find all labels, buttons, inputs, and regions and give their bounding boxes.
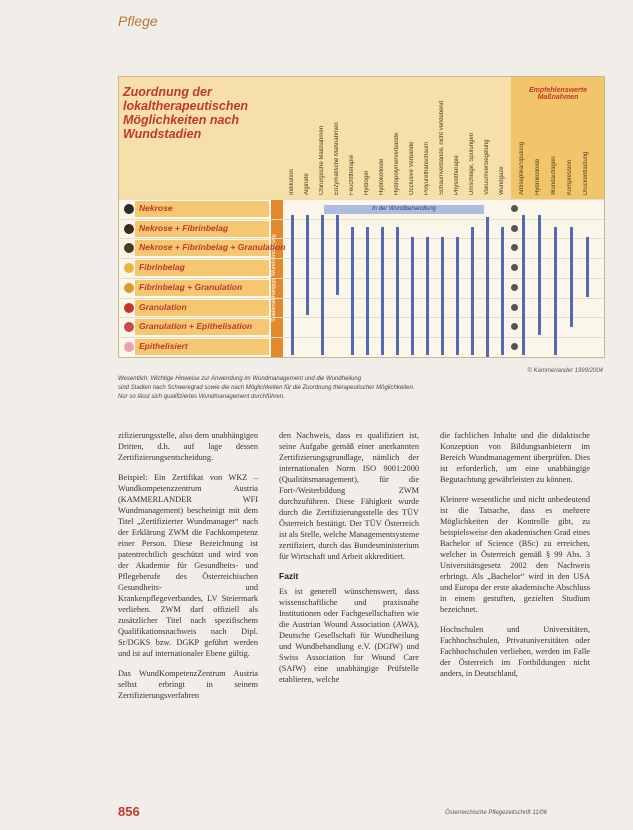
wound-stage-table — [118, 76, 605, 358]
recommended-dot — [511, 244, 518, 251]
stage-row — [119, 199, 604, 218]
recommended-dot — [511, 225, 518, 232]
stage-row — [119, 219, 604, 238]
text-column-1 — [118, 430, 258, 710]
page-number: 856 — [118, 804, 140, 819]
stage-label: Nekrose — [139, 203, 173, 213]
coverage-bar — [456, 237, 459, 355]
recommended-dot — [511, 304, 518, 311]
coverage-bar — [366, 227, 369, 355]
coverage-bar — [554, 227, 557, 355]
stage-color-dot — [124, 204, 134, 214]
stage-row — [119, 298, 604, 317]
caption-line-2: sind Stadien nach Schweregrad sowie die nach Möglichkeiten für die Zuordnung therapeutischer Möglichkeiten. — [118, 385, 415, 391]
column-header: Physiotherapie — [454, 155, 460, 195]
stage-color-dot — [124, 322, 134, 332]
coverage-bar — [586, 237, 589, 297]
coverage-bar — [381, 227, 384, 355]
coverage-bar — [426, 237, 429, 355]
coverage-bar — [471, 227, 474, 355]
coverage-bar — [570, 227, 573, 327]
coverage-bar — [538, 215, 541, 335]
column-header: Chirurgische Maßnahmen — [319, 125, 325, 195]
stage-color-dot — [124, 243, 134, 253]
paragraph: Es ist generell wünschenswert, dass wissenschaftliche und praxisnahe Institutionen oder Fachgesellschaften wie die Austrian Wound Association (AWA), Deutsche Gesellschaft für Wundheilung und Wundbehandlung e.V. (DGfW) und Swiss Association for Wound Care (SAfW) eine unabhängige Prüfstelle etablieren, welche — [279, 587, 419, 684]
paragraph: den Nachweis, dass es qualifiziert ist, seine Aufgabe gemäß einer anerkannten Zertifizierungsgrundlage, nämlich der internationalen Norm ISO 9001:2000 (Qualitätsmanagement), für die Fort-/Weiterbildung ZWM durchzuführen. Diese Fähigkeit wurde durch die Zertifizierungsstelle des TÜV Österreich bestätigt. Der TÜV Österreich ist als Stelle, welche Managementsysteme zertifiziert, durch das Bundesministerium für Wirtschaft und Arbeit akkreditiert. — [279, 431, 419, 561]
coverage-bar — [486, 217, 489, 357]
column-header: Umschläge, Spülungen — [469, 132, 475, 195]
column-header: Indikation — [289, 169, 295, 195]
stage-color-dot — [124, 342, 134, 352]
coverage-bar — [351, 227, 354, 355]
recommended-column-header: Druckentlastung — [583, 151, 589, 195]
column-header: Enzymatische Maßnahmen — [334, 122, 340, 195]
journal-name: Österreichische Pflegezeitschrift 11/06 — [445, 810, 547, 816]
recommended-dot — [511, 343, 518, 350]
column-header: Hydrogel — [364, 170, 370, 195]
paragraph: Das WundKompetenzZentrum Austria selbst erbringt in seinem Zertifizierungsverfahren — [118, 669, 258, 700]
coverage-bar — [291, 215, 294, 355]
column-header: Hydropolymerverbände — [394, 132, 400, 195]
recommended-dot — [511, 323, 518, 330]
recommended-column-header: Kompression — [567, 159, 573, 195]
column-header: Feuchttherapie — [349, 154, 355, 195]
paragraph: Kleinere wesentliche und nicht unbedeutend ist die Tatsache, dass es mehrere Möglichkeiten der Kontrolle gibt, zu beispielsweise den akademischen Grad eines Bachelor of Science (BSc) zu erreichen, welcher in Österreich gemäß § 99 Abs. 3 Universitätsgesetz 2002 den Nachweis erbringt. Als „Bachelor“ wird in den USA und Europa der erste akademische Abschluss in einem gestuften, gezielten Studium bezeichnet. — [440, 495, 590, 614]
coverage-bar — [522, 215, 525, 355]
stage-color-dot — [124, 283, 134, 293]
subheading-fazit: Fazit — [279, 571, 299, 581]
paragraph: Beispiel: Ein Zertifikat von WKZ – Wundkompetenzzentrum Austria (KAMMERLANDER WFI Wundmanagement) bescheinigt mit dem Titel „Zertifizierter Wundmanager“ nach der Erklärung ZWM die Fachkompetenz einer Person. Diese Bezeichnung ist patentrechtlich geschützt und wird von der Akademie für Gesundheits- und Pflegeberufe des Österreichischen Gesundheits- und Krankenpflegeverbandes, LV Steiermark verliehen. ZWM darf offiziell als zusätzlicher Titel nach spezifischem Qualifikationsnachweis nach Dipl. Sr/DGKS bzw. DGKP geführt werden und ist auf internationaler Ebene gültig. — [118, 473, 258, 658]
stage-row — [119, 238, 604, 257]
text-column-2 — [279, 430, 419, 694]
stage-label: Fibrinbelag + Granulation — [139, 281, 243, 292]
stage-color-dot — [124, 263, 134, 273]
stage-band-label: Stadienabhängige Wundversorgung — [271, 234, 277, 322]
column-header: Hydrokolloide — [379, 158, 385, 195]
coverage-bar — [411, 237, 414, 355]
recommended-column-header: Antiseptika/Spülung — [519, 141, 525, 195]
stage-label: Nekrose + Fibrinbelag — [139, 222, 229, 233]
paragraph: Hochschulen und Universitäten, Fachhochschulen, Privatuniversitäten oder Fachhochschulen verliehen, werden im Falle der Österreich im Fortbildungen nicht anders, in Deutschland, — [440, 625, 590, 678]
stage-label: Granulation — [139, 301, 187, 312]
coverage-bar — [441, 237, 444, 355]
caption-line-3: Nur so lässt sich qualifiziertes Wundmanagement durchführen. — [118, 394, 285, 400]
stage-row — [119, 337, 604, 356]
recommended-dot — [511, 284, 518, 291]
coverage-bar — [321, 215, 324, 355]
stage-label: Fibrinbelag — [139, 262, 185, 273]
right-group-title: Empfehlenswerte Maßnahmen — [529, 87, 587, 101]
coverage-bar — [336, 215, 339, 295]
recommended-dot — [511, 205, 518, 212]
column-header: Alginate — [304, 173, 310, 195]
stage-color-dot — [124, 224, 134, 234]
figure-title: Zuordnung der lokaltherapeutischen Möglichkeiten nach Wundstadien — [123, 85, 249, 141]
column-header: Wundgaze — [499, 166, 505, 195]
section-tag: Pflege — [118, 13, 158, 29]
caption-line-1: Wesentlich: Wichtige Hinweise zur Anwendung im Wundmanagement und die Wundheilung — [118, 376, 362, 382]
text-column-3 — [440, 430, 590, 688]
stage-label: Epithelisiert — [139, 340, 188, 351]
recommended-column-header: Hydrokolloide — [535, 158, 541, 195]
stage-row — [119, 278, 604, 297]
figure-credit: © Kammerlander 1999/2004 — [527, 368, 603, 374]
column-header: Polyurethanschaum — [424, 141, 430, 195]
column-header: Schaumverbände, nicht verklebend — [439, 100, 445, 195]
coverage-bar — [501, 227, 504, 355]
coverage-bar — [306, 215, 309, 315]
recommended-dot — [511, 264, 518, 271]
stage-label: Granulation + Epithelisation — [139, 321, 253, 332]
coverage-bar — [396, 227, 399, 355]
stage-row — [119, 317, 604, 336]
recommended-column-header: Wundauflagen — [551, 156, 557, 195]
stage-label: Nekrose + Fibrinbelag + Granulation — [139, 242, 286, 253]
column-header: Occlusive Verbände — [409, 141, 415, 195]
blue-band-label: In der Wundbehandlung — [324, 205, 484, 214]
stage-color-dot — [124, 303, 134, 313]
paragraph: zifizierungsstelle, also dem unabhängigen Dritten, d.h. auf lage dessen Zertifizierungsentscheidung. — [118, 431, 258, 462]
stage-row — [119, 258, 604, 277]
column-header: Vakuumversiegelung — [484, 139, 490, 195]
paragraph: die fachlichen Inhalte und die didaktische Konzeption von Bildungsanbietern im Bereich Wundmanagement überprüfen. Dies ist erforderlich, um eine unabhängige Begutachtung gewährleisten zu können. — [440, 431, 590, 484]
